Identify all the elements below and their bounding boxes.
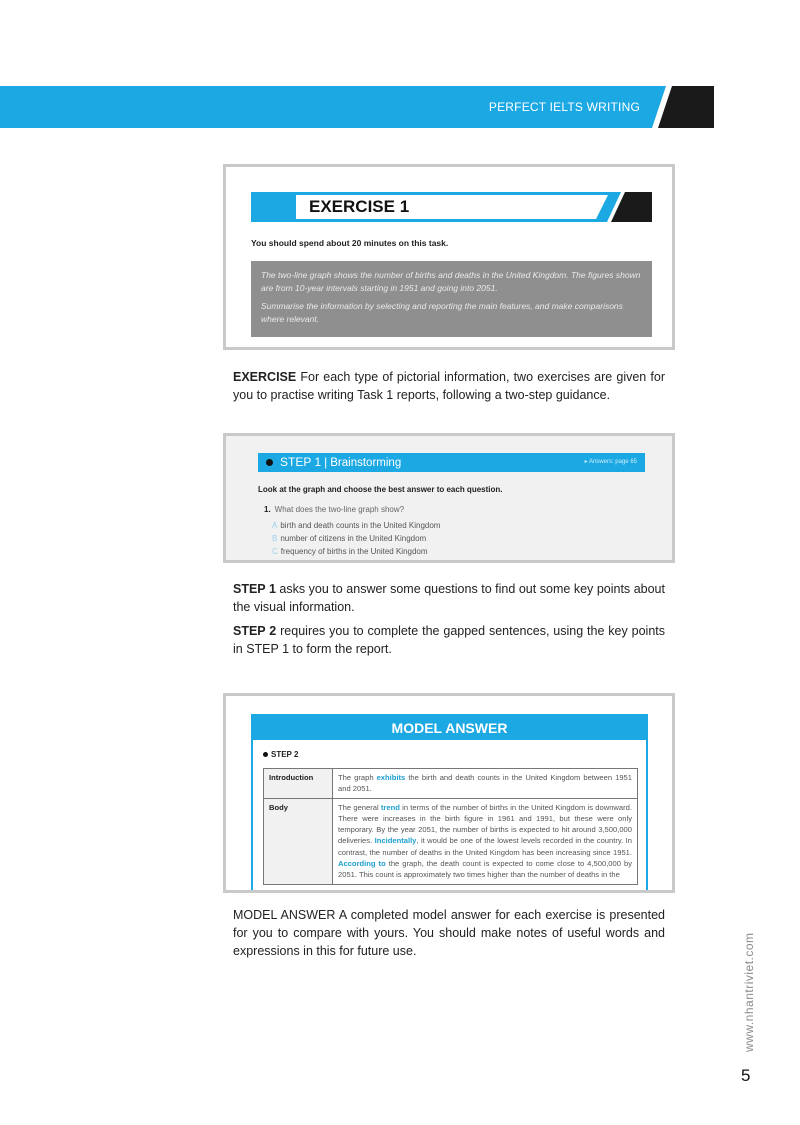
desc-lead: STEP 1	[233, 582, 276, 596]
model-answer-panel	[251, 714, 648, 893]
question-number: 1.	[264, 505, 271, 514]
row-label: Introduction	[264, 769, 333, 799]
running-header-title: PERFECT IELTS WRITING	[488, 100, 640, 114]
option-c	[272, 547, 428, 556]
question-text: What does the two-line graph show?	[274, 505, 405, 514]
text-run: the birth and death counts in the United Kingdom between 1951 and 2051.	[338, 773, 632, 794]
table-row	[264, 769, 638, 799]
bullet-icon	[266, 459, 273, 466]
step-instruction: Look at the graph and choose the best answer to each question.	[258, 485, 503, 494]
desc-text: asks you to answer some questions to find out some key points about the visual information.	[233, 582, 665, 614]
model-step-label	[263, 750, 298, 759]
text-run: in terms of the number of births in the United Kingdom is downward. There were increases in the birth figure in 1961 and 1991, but these were only temporary. By the year 2051, the number of births is expected to hit around 3,500,000 deliveries.	[338, 802, 632, 846]
exercise-title: EXERCISE 1	[309, 197, 410, 216]
option-text: frequency of births in the United Kingdom	[280, 547, 428, 556]
step-title	[280, 455, 401, 469]
text-run: , it would be one of the lowest levels recorded in the country. In contrast, the number of deaths in the United Kingdom has been increasing since 1951.	[338, 836, 632, 857]
model-answer-title: MODEL ANSWER	[253, 716, 646, 740]
task-paragraph: The two-line graph shows the number of births and deaths in the United Kingdom. The figures shown are from 10-year intervals starting in 1951 and going into 2051.	[261, 270, 641, 293]
task-paragraph: Summarise the information by selecting and reporting the main features, and make comparisons where relevant.	[261, 301, 623, 324]
highlight-word: trend	[380, 802, 400, 812]
step-label: STEP 1	[280, 455, 322, 469]
answers-reference: ▸ Answers: page 65	[584, 459, 637, 465]
step2-description	[233, 622, 665, 658]
text-run: the graph, the death count is expected to come close to 4,500,000 by 2051. This count is approximately two times higher than the number of deaths in the	[338, 859, 632, 880]
exercise-task-box	[251, 261, 652, 337]
desc-text: requires you to complete the gapped sentences, using the key points in STEP 1 to form the report.	[233, 624, 665, 656]
table-row	[264, 798, 638, 884]
option-text: birth and death counts in the United Kingdom	[280, 521, 441, 530]
model-answer-description	[233, 906, 665, 960]
desc-lead: STEP 2	[233, 624, 277, 638]
option-letter: A	[272, 521, 278, 530]
exercise-description	[233, 368, 665, 404]
website-watermark: www.nhantriviet.com	[742, 932, 756, 1052]
step-sample-box	[223, 433, 675, 563]
bullet-icon	[263, 752, 268, 757]
row-text	[333, 769, 638, 799]
text-run: The general	[338, 802, 381, 812]
step-separator: |	[324, 455, 328, 469]
option-a	[272, 521, 440, 530]
step-label: STEP 2	[271, 750, 299, 759]
page-number: 5	[741, 1066, 751, 1085]
model-answer-table	[263, 768, 638, 885]
option-b	[272, 534, 426, 543]
row-label: Body	[264, 798, 333, 884]
question	[264, 505, 404, 514]
exercise-sample-box	[223, 164, 675, 350]
desc-text: A completed model answer for each exercise is presented for you to compare with yours. You should make notes of useful words and expressions in this for future use.	[233, 908, 666, 958]
text-run: The graph	[338, 773, 377, 782]
header-black-tab	[658, 86, 714, 128]
option-letter: C	[272, 547, 278, 556]
step-banner	[258, 453, 645, 472]
step1-description	[233, 580, 665, 616]
model-answer-sample-box	[223, 693, 675, 893]
highlight-word: Incidentally	[374, 836, 417, 846]
highlight-word: exhibits	[376, 773, 406, 782]
row-text	[333, 798, 638, 884]
desc-lead: EXERCISE	[233, 370, 297, 384]
exercise-instruction: You should spend about 20 minutes on this task.	[251, 238, 449, 248]
step-name: Brainstorming	[330, 457, 402, 469]
option-text: number of citizens in the United Kingdom	[280, 534, 427, 543]
desc-lead: MODEL ANSWER	[233, 908, 336, 922]
option-letter: B	[272, 534, 278, 543]
highlight-word: According to	[338, 859, 386, 869]
desc-text: For each type of pictorial information, two exercises are given for you to practise writing Task 1 reports, following a two-step guidance.	[233, 370, 665, 402]
